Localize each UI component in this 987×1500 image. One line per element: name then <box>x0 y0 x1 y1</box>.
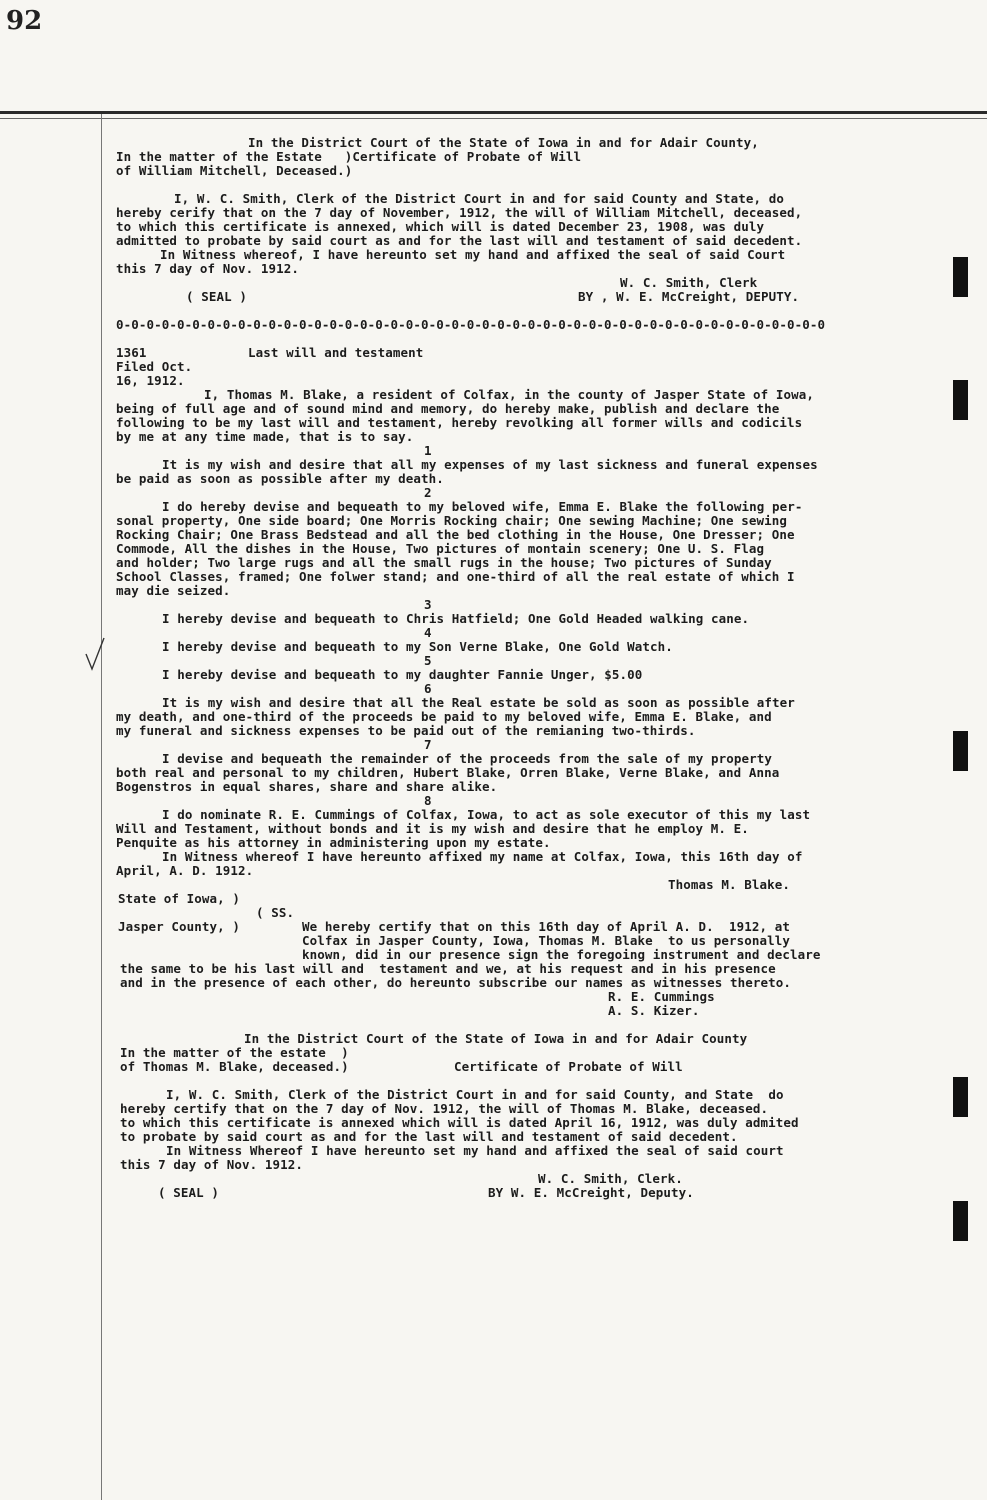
article-number: 3 <box>424 597 432 612</box>
article-2-line: Commode, All the dishes in the House, Two pictures of montain scenery; One U. S. Flag <box>116 541 765 556</box>
article-7-line: Bogenstros in equal shares, share and share alike. <box>116 779 498 794</box>
cert2-matter-line2: of Thomas M. Blake, deceased.) <box>120 1059 349 1074</box>
cert1-deputy: BY , W. E. McCreight, DEPUTY. <box>578 289 800 304</box>
article-3-text: I hereby devise and bequeath to Chris Hatfield; One Gold Headed walking cane. <box>162 611 750 626</box>
cert2-body-line: to probate by said court as and for the last will and testament of said decedent. <box>120 1129 738 1144</box>
cert2-matter-line1: In the matter of the estate ) <box>120 1045 349 1060</box>
article-2-line: and holder; Two large rugs and all the small rugs in the house; Two pictures of Sunday <box>116 555 772 570</box>
witness-clause-line: We hereby certify that on this 16th day of April A. D. 1912, at <box>302 919 791 934</box>
article-5-text: I hereby devise and bequeath to my daughter Fannie Unger, $5.00 <box>162 667 643 682</box>
article-2-line: School Classes, framed; One folwer stand; and one-third of all the real estate of which I <box>116 569 795 584</box>
will-number: 1361 <box>116 345 147 360</box>
cert2-body-line: In Witness Whereof I have hereunto set my hand and affixed the seal of said court <box>166 1143 784 1158</box>
cert1-clerk: W. C. Smith, Clerk <box>620 275 758 290</box>
article-number: 2 <box>424 485 432 500</box>
cert1-matter-line1: In the matter of the Estate )Certificate of Probate of Will <box>116 149 582 164</box>
will-intro-line: following to be my last will and testament, hereby revolking all former wills and codicils <box>116 415 803 430</box>
venue-ss: ( SS. <box>256 905 295 920</box>
cert1-body-line: hereby cerify that on the 7 day of November, 1912, the will of William Mitchell, deceased, <box>116 205 803 220</box>
cert2-body-line: this 7 day of Nov. 1912. <box>120 1157 304 1172</box>
cert1-body-line: I, W. C. Smith, Clerk of the District Court in and for said County and State, do <box>174 191 785 206</box>
article-1-line: It is my wish and desire that all my expenses of my last sickness and funeral expenses <box>162 457 818 472</box>
venue-state: State of Iowa, ) <box>118 891 241 906</box>
check-mark-icon <box>84 636 106 672</box>
witness-clause-line: known, did in our presence sign the foregoing instrument and declare <box>302 947 821 962</box>
cert2-body-line: I, W. C. Smith, Clerk of the District Court in and for said County, and State do <box>166 1087 784 1102</box>
cert1-body-line: this 7 day of Nov. 1912. <box>116 261 300 276</box>
index-tab-mark <box>953 257 968 297</box>
cert1-matter-line2: of William Mitchell, Deceased.) <box>116 163 353 178</box>
will-title: Last will and testament <box>248 345 424 360</box>
article-7-line: I devise and bequeath the remainder of the proceeds from the sale of my property <box>162 751 773 766</box>
cert1-body-line: admitted to probate by said court as and for the last will and testament of said decedent. <box>116 233 803 248</box>
article-number: 7 <box>424 737 432 752</box>
cert2-body-line: hereby certify that on the 7 day of Nov. 1912, the will of Thomas M. Blake, deceased. <box>120 1101 769 1116</box>
cert2-deputy: BY W. E. McCreight, Deputy. <box>488 1185 694 1200</box>
article-1-line: be paid as soon as possible after my death. <box>116 471 444 486</box>
article-8-line: Will and Testament, without bonds and it is my wish and desire that he employ M. E. <box>116 821 749 836</box>
article-2-line: sonal property, One side board; One Morris Rocking chair; One sewing Machine; One sewing <box>116 513 788 528</box>
article-6-line: It is my wish and desire that all the Real estate be sold as soon as possible after <box>162 695 795 710</box>
witness-clause-line: the same to be his last will and testament and we, at his request and in his presence <box>120 961 776 976</box>
cert2-seal: ( SEAL ) <box>158 1185 220 1200</box>
article-number: 6 <box>424 681 432 696</box>
will-filed-line2: 16, 1912. <box>116 373 185 388</box>
left-margin-rule <box>101 114 102 1500</box>
will-intro-line: by me at any time made, that is to say. <box>116 429 414 444</box>
article-4-text: I hereby devise and bequeath to my Son Verne Blake, One Gold Watch. <box>162 639 673 654</box>
witness-signature: A. S. Kizer. <box>608 1003 700 1018</box>
witness-signature: R. E. Cummings <box>608 989 715 1004</box>
article-2-line: may die seized. <box>116 583 231 598</box>
article-8-line: Penquite as his attorney in administering upon my estate. <box>116 835 551 850</box>
index-tab-mark <box>953 731 968 771</box>
witness-clause-line: and in the presence of each other, do hereunto subscribe our names as witnesses thereto. <box>120 975 792 990</box>
cert1-body-line: In Witness whereof, I have hereunto set my hand and affixed the seal of said Court <box>160 247 786 262</box>
cert2-heading: In the District Court of the State of Iowa in and for Adair County <box>244 1031 748 1046</box>
page-number: 92 <box>6 6 43 36</box>
separator-line: 0-0-0-0-0-0-0-0-0-0-0-0-0-0-0-0-0-0-0-0-0-0-0-0-0-0-0-0-0-0-0-0-0-0-0-0-0-0-0-0-0-0-0-0-0-0-0 <box>116 317 826 332</box>
cert1-heading: In the District Court of the State of Iowa in and for Adair County, <box>248 135 759 150</box>
top-rule <box>0 111 987 114</box>
article-7-line: both real and personal to my children, Hubert Blake, Orren Blake, Verne Blake, and Anna <box>116 765 780 780</box>
article-8-line: April, A. D. 1912. <box>116 863 254 878</box>
will-intro-line: I, Thomas M. Blake, a resident of Colfax, in the county of Jasper State of Iowa, <box>204 387 815 402</box>
article-2-line: Rocking Chair; One Brass Bedstead and all the bed clothing in the House, One Dresser; One <box>116 527 795 542</box>
article-number: 8 <box>424 793 432 808</box>
cert2-body-line: to which this certificate is annexed which will is dated April 16, 1912, was duly admited <box>120 1115 799 1130</box>
article-8-line: I do nominate R. E. Cummings of Colfax, Iowa, to act as sole executor of this my last <box>162 807 811 822</box>
article-6-line: my death, and one-third of the proceeds be paid to my beloved wife, Emma E. Blake, and <box>116 709 772 724</box>
top-rule-thin <box>0 118 987 119</box>
will-filed-line1: Filed Oct. <box>116 359 193 374</box>
cert2-clerk: W. C. Smith, Clerk. <box>538 1171 683 1186</box>
article-number: 4 <box>424 625 432 640</box>
index-tab-mark <box>953 380 968 420</box>
index-tab-mark <box>953 1201 968 1241</box>
cert1-seal: ( SEAL ) <box>186 289 248 304</box>
article-number: 1 <box>424 443 432 458</box>
cert1-body-line: to which this certificate is annexed, which will is dated December 23, 1908, was duly <box>116 219 765 234</box>
index-tab-mark <box>953 1077 968 1117</box>
article-8-line: In Witness whereof I have hereunto affixed my name at Colfax, Iowa, this 16th day of <box>162 849 803 864</box>
cert2-title: Certificate of Probate of Will <box>454 1059 683 1074</box>
testator-signature: Thomas M. Blake. <box>668 877 791 892</box>
witness-clause-line: Colfax in Jasper County, Iowa, Thomas M. Blake to us personally <box>302 933 791 948</box>
will-intro-line: being of full age and of sound mind and memory, do hereby make, publish and declare the <box>116 401 780 416</box>
article-6-line: my funeral and sickness expenses to be paid out of the remianing two-thirds. <box>116 723 696 738</box>
article-number: 5 <box>424 653 432 668</box>
article-2-line: I do hereby devise and bequeath to my beloved wife, Emma E. Blake the following per- <box>162 499 803 514</box>
venue-county: Jasper County, ) <box>118 919 241 934</box>
